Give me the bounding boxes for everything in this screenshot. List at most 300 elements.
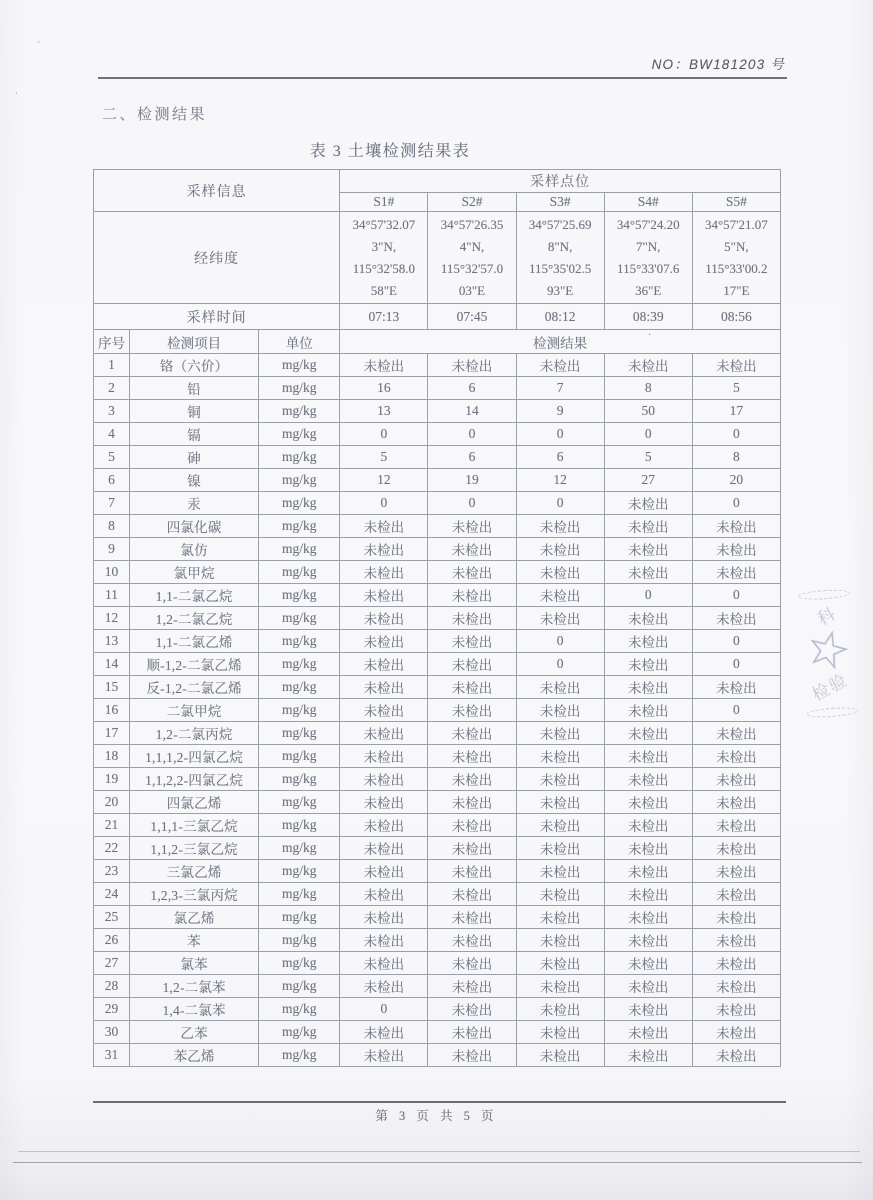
table-row [94, 814, 781, 837]
footer-rule [93, 1101, 786, 1103]
result-cell-s3: 未检出 [516, 722, 604, 745]
result-cell-s3: 未检出 [516, 975, 604, 998]
result-cell-s4: 未检出 [604, 791, 692, 814]
result-cell-s1: 未检出 [340, 515, 428, 538]
result-cell-s1: 0 [340, 998, 428, 1021]
unit-cell: mg/kg [259, 400, 340, 423]
result-cell-s5: 未检出 [692, 745, 780, 768]
row-no-cell: 26 [94, 929, 130, 952]
result-cell-s1: 未检出 [340, 768, 428, 791]
sampling-time-label: 采样时间 [94, 304, 340, 330]
result-cell-s4: 未检出 [604, 837, 692, 860]
item-name-cell: 铬（六价） [130, 354, 259, 377]
result-cell-s5: 未检出 [692, 354, 780, 377]
item-name-cell: 汞 [130, 492, 259, 515]
seal-bottom-text: 检验 [809, 670, 852, 705]
unit-cell: mg/kg [259, 515, 340, 538]
item-name-cell: 氯甲烷 [130, 561, 259, 584]
table-row [94, 538, 781, 561]
row-no-cell: 19 [94, 768, 130, 791]
row-no-cell: 5 [94, 446, 130, 469]
item-name-cell: 氯乙烯 [130, 906, 259, 929]
item-name-cell: 二氯甲烷 [130, 699, 259, 722]
unit-cell: mg/kg [259, 607, 340, 630]
item-name-cell: 反-1,2-二氯乙烯 [130, 676, 259, 699]
unit-cell: mg/kg [259, 1021, 340, 1044]
result-cell-s2: 未检出 [428, 722, 516, 745]
result-cell-s5: 未检出 [692, 722, 780, 745]
item-name-cell: 1,1,1-三氯乙烷 [130, 814, 259, 837]
unit-cell: mg/kg [259, 492, 340, 515]
item-name-cell: 1,2-二氯乙烷 [130, 607, 259, 630]
result-cell-s2: 未检出 [428, 906, 516, 929]
item-name-cell: 1,2-二氯苯 [130, 975, 259, 998]
result-cell-s3: 0 [516, 653, 604, 676]
result-cell-s2: 6 [428, 377, 516, 400]
item-name-cell: 砷 [130, 446, 259, 469]
latlon-cell: 34°57'25.69 8"N, 115°35'02.5 93"E [516, 212, 604, 304]
item-name-cell: 1,1,1,2-四氯乙烷 [130, 745, 259, 768]
result-cell-s5: 未检出 [692, 998, 780, 1021]
result-cell-s5: 未检出 [692, 1021, 780, 1044]
unit-cell: mg/kg [259, 722, 340, 745]
unit-cell: mg/kg [259, 860, 340, 883]
result-cell-s5: 0 [692, 653, 780, 676]
unit-cell: mg/kg [259, 584, 340, 607]
result-cell-s1: 0 [340, 492, 428, 515]
point-id-cell: S1# [340, 193, 428, 212]
row-no-cell: 4 [94, 423, 130, 446]
result-cell-s2: 未检出 [428, 653, 516, 676]
sampling-points-header: 采样点位 [340, 170, 781, 193]
row-no-cell: 22 [94, 837, 130, 860]
result-cell-s1: 未检出 [340, 791, 428, 814]
result-cell-s1: 未检出 [340, 676, 428, 699]
table-row [94, 1044, 781, 1067]
scan-speck: · [648, 330, 652, 341]
latlon-label: 经纬度 [94, 212, 340, 304]
result-cell-s3: 未检出 [516, 538, 604, 561]
result-cell-s1: 未检出 [340, 653, 428, 676]
result-cell-s2: 未检出 [428, 538, 516, 561]
sampling-time-cell: 08:56 [692, 304, 780, 330]
result-cell-s4: 未检出 [604, 699, 692, 722]
result-cell-s4: 未检出 [604, 653, 692, 676]
latlon-cell: 34°57'32.07 3"N, 115°32'58.0 58"E [340, 212, 428, 304]
table-row [94, 699, 781, 722]
row-no-cell: 7 [94, 492, 130, 515]
table-row [94, 377, 781, 400]
item-name-cell: 1,1,2,2-四氯乙烷 [130, 768, 259, 791]
row-no-cell: 18 [94, 745, 130, 768]
result-cell-s4: 未检出 [604, 883, 692, 906]
col-header-no: 序号 [94, 330, 130, 354]
result-cell-s1: 未检出 [340, 722, 428, 745]
result-cell-s5: 5 [692, 377, 780, 400]
table-row [94, 722, 781, 745]
table-row [94, 906, 781, 929]
scan-speck: · [15, 88, 18, 98]
result-cell-s2: 未检出 [428, 814, 516, 837]
result-cell-s3: 未检出 [516, 768, 604, 791]
row-no-cell: 15 [94, 676, 130, 699]
row-no-cell: 6 [94, 469, 130, 492]
result-cell-s5: 未检出 [692, 906, 780, 929]
unit-cell: mg/kg [259, 929, 340, 952]
item-name-cell: 铅 [130, 377, 259, 400]
table-row [94, 400, 781, 423]
result-cell-s5: 未检出 [692, 814, 780, 837]
soil-test-results-table [93, 169, 781, 1067]
point-id-cell: S4# [604, 193, 692, 212]
unit-cell: mg/kg [259, 423, 340, 446]
result-cell-s3: 9 [516, 400, 604, 423]
result-cell-s3: 未检出 [516, 354, 604, 377]
col-header-result: 检测结果 [340, 330, 781, 354]
row-no-cell: 21 [94, 814, 130, 837]
row-no-cell: 2 [94, 377, 130, 400]
result-cell-s2: 未检出 [428, 515, 516, 538]
result-cell-s2: 19 [428, 469, 516, 492]
unit-cell: mg/kg [259, 538, 340, 561]
table-row [94, 354, 781, 377]
unit-cell: mg/kg [259, 630, 340, 653]
result-cell-s5: 17 [692, 400, 780, 423]
result-cell-s3: 6 [516, 446, 604, 469]
result-cell-s2: 未检出 [428, 584, 516, 607]
table-row [94, 607, 781, 630]
table-row [94, 469, 781, 492]
row-no-cell: 16 [94, 699, 130, 722]
result-cell-s1: 未检出 [340, 584, 428, 607]
result-cell-s3: 未检出 [516, 584, 604, 607]
result-cell-s3: 12 [516, 469, 604, 492]
table-row [94, 791, 781, 814]
item-name-cell: 1,4-二氯苯 [130, 998, 259, 1021]
result-cell-s5: 未检出 [692, 561, 780, 584]
result-cell-s3: 未检出 [516, 952, 604, 975]
row-no-cell: 17 [94, 722, 130, 745]
result-cell-s2: 未检出 [428, 860, 516, 883]
section-heading: 二、检测结果 [102, 107, 208, 123]
result-cell-s5: 未检出 [692, 676, 780, 699]
col-header-item: 检测项目 [130, 330, 259, 354]
result-cell-s2: 未检出 [428, 745, 516, 768]
result-cell-s3: 未检出 [516, 676, 604, 699]
result-cell-s3: 未检出 [516, 883, 604, 906]
item-name-cell: 氯仿 [130, 538, 259, 561]
result-cell-s4: 0 [604, 584, 692, 607]
result-cell-s3: 未检出 [516, 837, 604, 860]
result-cell-s4: 0 [604, 423, 692, 446]
table-row [94, 768, 781, 791]
result-cell-s4: 未检出 [604, 860, 692, 883]
result-cell-s5: 未检出 [692, 768, 780, 791]
latlon-row [94, 212, 781, 304]
table-row [94, 561, 781, 584]
table-title: 表 3 土壤检测结果表 [309, 143, 471, 160]
unit-cell: mg/kg [259, 699, 340, 722]
row-no-cell: 13 [94, 630, 130, 653]
table-row [94, 952, 781, 975]
result-cell-s2: 未检出 [428, 998, 516, 1021]
result-cell-s5: 未检出 [692, 538, 780, 561]
scan-artifact-line [13, 1162, 862, 1163]
result-cell-s2: 未检出 [428, 1021, 516, 1044]
result-cell-s2: 未检出 [428, 354, 516, 377]
item-name-cell: 镍 [130, 469, 259, 492]
result-cell-s4: 未检出 [604, 515, 692, 538]
result-cell-s1: 16 [340, 377, 428, 400]
table-row [94, 492, 781, 515]
unit-cell: mg/kg [259, 653, 340, 676]
result-cell-s4: 未检出 [604, 975, 692, 998]
latlon-cell: 34°57'24.20 7"N, 115°33'07.6 36"E [604, 212, 692, 304]
point-id-cell: S3# [516, 193, 604, 212]
result-cell-s4: 未检出 [604, 538, 692, 561]
result-cell-s5: 0 [692, 699, 780, 722]
table-row [94, 653, 781, 676]
result-cell-s2: 0 [428, 492, 516, 515]
result-cell-s1: 未检出 [340, 1044, 428, 1067]
page-number: 第 3 页 共 5 页 [375, 1109, 498, 1123]
result-cell-s4: 未检出 [604, 561, 692, 584]
result-cell-s1: 未检出 [340, 814, 428, 837]
row-no-cell: 8 [94, 515, 130, 538]
unit-cell: mg/kg [259, 998, 340, 1021]
result-cell-s5: 未检出 [692, 791, 780, 814]
result-cell-s3: 未检出 [516, 929, 604, 952]
result-cell-s5: 未检出 [692, 883, 780, 906]
result-cell-s2: 未检出 [428, 561, 516, 584]
table-row [94, 676, 781, 699]
result-cell-s3: 未检出 [516, 1021, 604, 1044]
item-name-cell: 镉 [130, 423, 259, 446]
unit-cell: mg/kg [259, 446, 340, 469]
official-seal-stamp [788, 588, 873, 775]
sampling-time-cell: 08:12 [516, 304, 604, 330]
result-cell-s4: 5 [604, 446, 692, 469]
result-cell-s2: 未检出 [428, 699, 516, 722]
col-header-unit: 单位 [259, 330, 340, 354]
result-cell-s4: 未检出 [604, 722, 692, 745]
result-cell-s1: 未检出 [340, 354, 428, 377]
result-cell-s2: 未检出 [428, 1044, 516, 1067]
point-id-cell: S2# [428, 193, 516, 212]
unit-cell: mg/kg [259, 1044, 340, 1067]
table-row [94, 998, 781, 1021]
result-cell-s4: 未检出 [604, 768, 692, 791]
result-cell-s5: 未检出 [692, 515, 780, 538]
result-cell-s2: 未检出 [428, 975, 516, 998]
table-row [94, 630, 781, 653]
row-no-cell: 1 [94, 354, 130, 377]
result-cell-s3: 未检出 [516, 561, 604, 584]
unit-cell: mg/kg [259, 768, 340, 791]
table-row [94, 929, 781, 952]
item-name-cell: 三氯乙烯 [130, 860, 259, 883]
result-cell-s5: 0 [692, 423, 780, 446]
row-no-cell: 20 [94, 791, 130, 814]
result-cell-s3: 未检出 [516, 791, 604, 814]
unit-cell: mg/kg [259, 814, 340, 837]
row-no-cell: 23 [94, 860, 130, 883]
result-cell-s4: 未检出 [604, 354, 692, 377]
item-name-cell: 乙苯 [130, 1021, 259, 1044]
result-cell-s1: 未检出 [340, 561, 428, 584]
result-cell-s4: 未检出 [604, 607, 692, 630]
result-cell-s2: 6 [428, 446, 516, 469]
seal-top-text: 科 [814, 603, 841, 630]
row-no-cell: 29 [94, 998, 130, 1021]
unit-cell: mg/kg [259, 469, 340, 492]
item-name-cell: 四氯乙烯 [130, 791, 259, 814]
result-cell-s4: 未检出 [604, 998, 692, 1021]
table-row [94, 1021, 781, 1044]
row-no-cell: 27 [94, 952, 130, 975]
result-cell-s3: 未检出 [516, 1044, 604, 1067]
unit-cell: mg/kg [259, 837, 340, 860]
point-id-cell: S5# [692, 193, 780, 212]
scan-artifact-line [18, 1151, 860, 1152]
result-cell-s2: 未检出 [428, 791, 516, 814]
result-cell-s4: 未检出 [604, 745, 692, 768]
unit-cell: mg/kg [259, 377, 340, 400]
table-row [94, 515, 781, 538]
result-cell-s1: 5 [340, 446, 428, 469]
result-cell-s1: 未检出 [340, 745, 428, 768]
table-row [94, 860, 781, 883]
sampling-info-header: 采样信息 [94, 170, 340, 212]
result-cell-s1: 0 [340, 423, 428, 446]
result-cell-s3: 未检出 [516, 515, 604, 538]
result-cell-s1: 未检出 [340, 607, 428, 630]
unit-cell: mg/kg [259, 745, 340, 768]
sampling-time-cell: 07:45 [428, 304, 516, 330]
result-cell-s3: 0 [516, 492, 604, 515]
result-cell-s5: 未检出 [692, 1044, 780, 1067]
result-cell-s1: 未检出 [340, 975, 428, 998]
table-row [94, 446, 781, 469]
unit-cell: mg/kg [259, 791, 340, 814]
result-cell-s4: 未检出 [604, 952, 692, 975]
result-cell-s2: 未检出 [428, 929, 516, 952]
seal-arc [806, 706, 859, 719]
item-name-cell: 苯 [130, 929, 259, 952]
result-cell-s3: 未检出 [516, 998, 604, 1021]
sampling-time-cell: 08:39 [604, 304, 692, 330]
table-row [94, 423, 781, 446]
result-cell-s4: 未检出 [604, 630, 692, 653]
result-cell-s5: 未检出 [692, 607, 780, 630]
result-cell-s5: 0 [692, 584, 780, 607]
row-no-cell: 25 [94, 906, 130, 929]
result-cell-s5: 未检出 [692, 929, 780, 952]
row-no-cell: 31 [94, 1044, 130, 1067]
result-cell-s3: 0 [516, 630, 604, 653]
table-row [94, 584, 781, 607]
result-cell-s2: 未检出 [428, 883, 516, 906]
row-no-cell: 24 [94, 883, 130, 906]
sampling-header-row [94, 170, 781, 193]
table-row [94, 883, 781, 906]
unit-cell: mg/kg [259, 561, 340, 584]
result-cell-s2: 未检出 [428, 676, 516, 699]
item-name-cell: 氯苯 [130, 952, 259, 975]
row-no-cell: 28 [94, 975, 130, 998]
item-name-cell: 1,1-二氯乙烷 [130, 584, 259, 607]
result-cell-s2: 未检出 [428, 837, 516, 860]
unit-cell: mg/kg [259, 676, 340, 699]
item-name-cell: 1,2-二氯丙烷 [130, 722, 259, 745]
item-name-cell: 1,2,3-三氯丙烷 [130, 883, 259, 906]
result-cell-s3: 未检出 [516, 860, 604, 883]
columns-header-row [94, 330, 781, 354]
item-name-cell: 四氯化碳 [130, 515, 259, 538]
result-cell-s2: 未检出 [428, 952, 516, 975]
result-cell-s5: 未检出 [692, 860, 780, 883]
sampling-time-row [94, 304, 781, 330]
result-cell-s1: 未检出 [340, 906, 428, 929]
result-cell-s1: 未检出 [340, 929, 428, 952]
result-cell-s3: 未检出 [516, 906, 604, 929]
result-cell-s3: 7 [516, 377, 604, 400]
result-cell-s3: 未检出 [516, 699, 604, 722]
result-cell-s1: 未检出 [340, 630, 428, 653]
latlon-cell: 34°57'21.07 5"N, 115°33'00.2 17"E [692, 212, 780, 304]
unit-cell: mg/kg [259, 883, 340, 906]
result-cell-s4: 未检出 [604, 492, 692, 515]
result-cell-s5: 20 [692, 469, 780, 492]
result-cell-s4: 未检出 [604, 1044, 692, 1067]
sampling-time-cell: 07:13 [340, 304, 428, 330]
result-cell-s5: 0 [692, 492, 780, 515]
result-cell-s1: 未检出 [340, 860, 428, 883]
row-no-cell: 9 [94, 538, 130, 561]
result-cell-s2: 0 [428, 423, 516, 446]
item-name-cell: 顺-1,2-二氯乙烯 [130, 653, 259, 676]
result-cell-s3: 未检出 [516, 814, 604, 837]
result-cell-s4: 50 [604, 400, 692, 423]
item-name-cell: 1,1,2-三氯乙烷 [130, 837, 259, 860]
result-cell-s1: 未检出 [340, 538, 428, 561]
result-cell-s1: 未检出 [340, 837, 428, 860]
result-cell-s4: 未检出 [604, 906, 692, 929]
result-cell-s4: 未检出 [604, 814, 692, 837]
result-cell-s1: 未检出 [340, 1021, 428, 1044]
item-name-cell: 铜 [130, 400, 259, 423]
document-number: NO：BW181203 号 [651, 57, 785, 72]
result-cell-s4: 未检出 [604, 676, 692, 699]
result-cell-s3: 未检出 [516, 607, 604, 630]
unit-cell: mg/kg [259, 975, 340, 998]
result-cell-s5: 未检出 [692, 837, 780, 860]
result-cell-s5: 8 [692, 446, 780, 469]
row-no-cell: 3 [94, 400, 130, 423]
result-cell-s1: 13 [340, 400, 428, 423]
row-no-cell: 10 [94, 561, 130, 584]
result-cell-s3: 0 [516, 423, 604, 446]
item-name-cell: 苯乙烯 [130, 1044, 259, 1067]
unit-cell: mg/kg [259, 354, 340, 377]
result-cell-s1: 未检出 [340, 699, 428, 722]
result-cell-s1: 未检出 [340, 952, 428, 975]
result-cell-s2: 未检出 [428, 768, 516, 791]
result-cell-s4: 8 [604, 377, 692, 400]
scan-speck: ˊ [34, 39, 41, 53]
unit-cell: mg/kg [259, 952, 340, 975]
table-row [94, 745, 781, 768]
